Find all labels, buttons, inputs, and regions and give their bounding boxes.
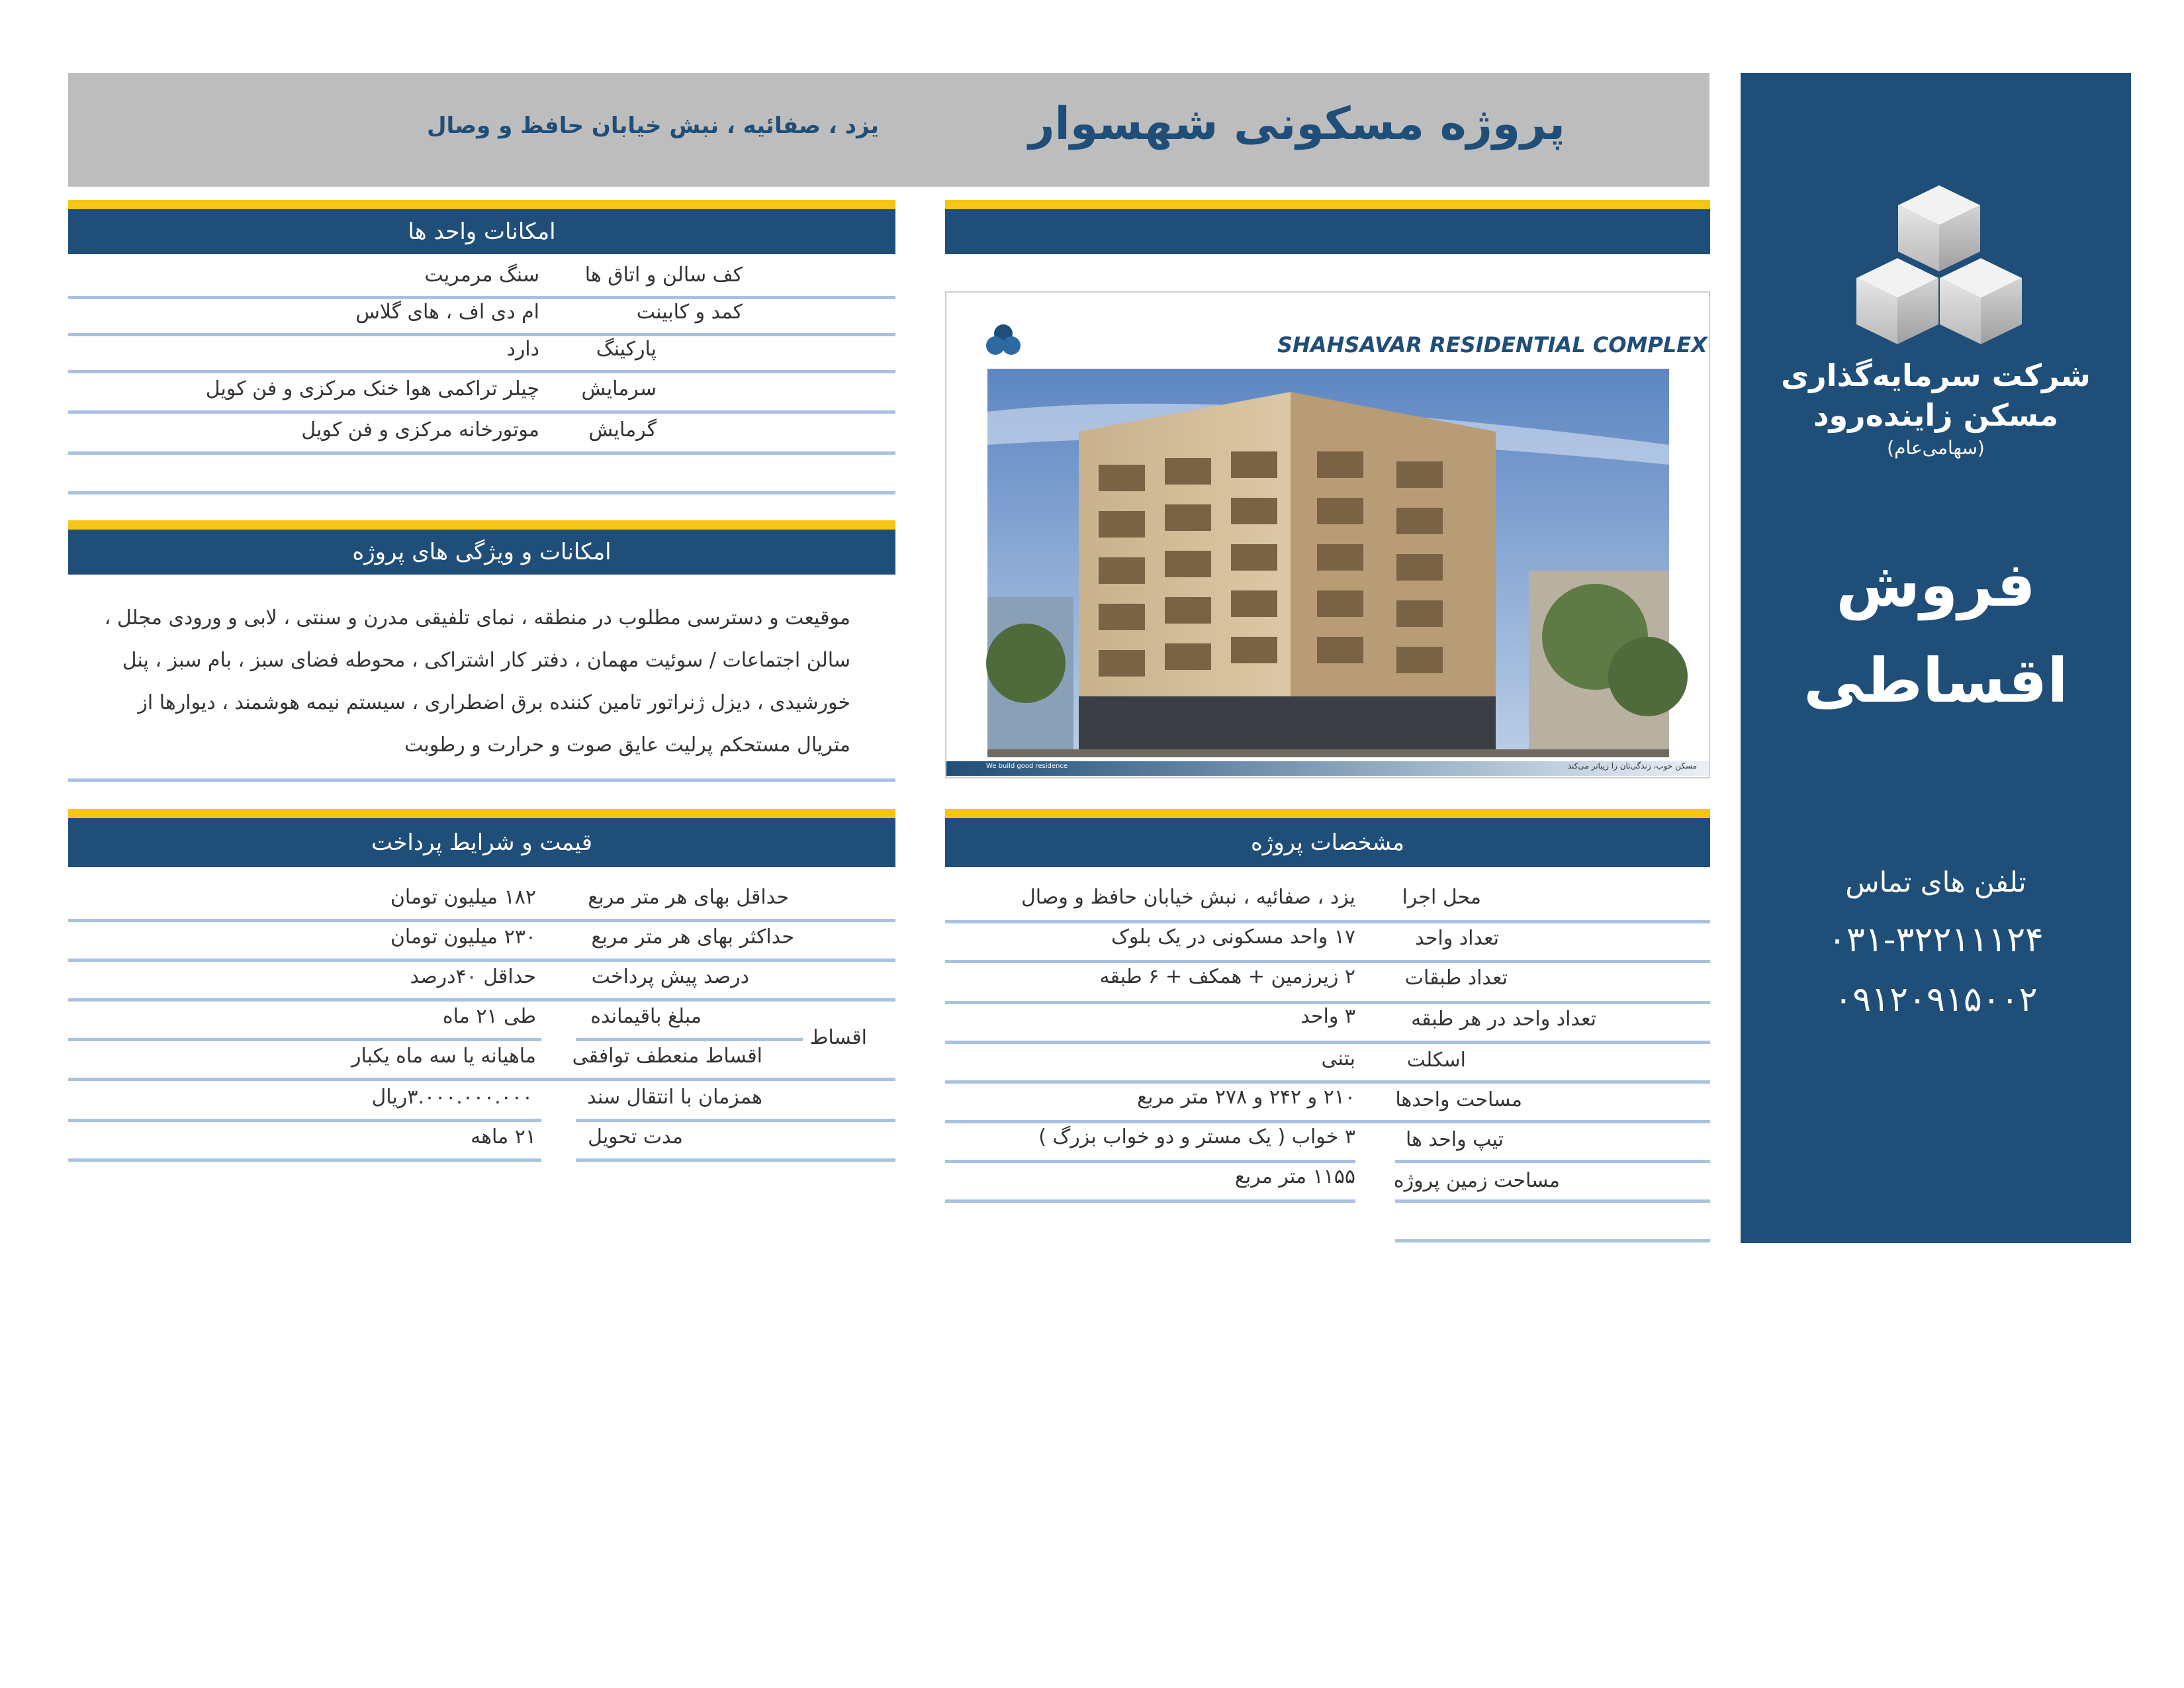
phone-number-2[interactable]: ۰۹۱۲۰۹۱۵۰۰۲ [1834,980,2038,1019]
row-divider [68,1038,541,1041]
row-divider [1395,1199,1710,1203]
unit-feature-value: ام دی اف ، های گلاس [355,301,539,324]
project-features-header [68,520,895,575]
row-divider [68,410,895,414]
spec-label: محل اجرا [1402,886,1481,909]
contact-label: تلفن های تماس [1845,866,2026,898]
unit-feature-label: کمد و کابینت [636,301,743,324]
company-name-line1: شرکت سرمایه‌گذاری [1781,357,2091,393]
row-divider [945,960,1710,963]
spec-label: تعداد واحد در هر طبقه [1411,1008,1596,1031]
pricing-title: قیمت و شرایط پرداخت [371,829,593,856]
pricing-label: مبلغ باقیمانده [590,1005,702,1028]
row-divider [945,920,1710,923]
pricing-label: اقساط منعطف توافقی [572,1045,762,1068]
spec-label: تیپ واحد ها [1405,1128,1504,1151]
spec-label: مساحت واحدها [1395,1088,1522,1111]
spec-value: ۱۷ واحد مسکونی در یک بلوک [1111,925,1355,949]
spec-label: اسکلت [1406,1049,1466,1072]
row-divider [576,1119,895,1122]
row-divider [68,1119,541,1122]
project-address: یزد ، صفائیه ، نبش خیابان حافظ و وصال [427,113,879,139]
pricing-label: حداقل بهای هر متر مربع [588,886,789,909]
spec-value: ۲ زیرزمین + همکف + ۶ طبقه [1099,965,1355,988]
unit-features-header [68,200,895,254]
pricing-header [68,809,895,867]
spec-value: ۳ خواب ( یک مستر و دو خواب بزرگ ) [1038,1125,1355,1149]
pricing-value: ۲۱ ماهه [471,1125,536,1149]
photo-banner-title: SHAHSAVAR RESIDENTIAL COMPLEX [1277,332,1707,357]
row-divider [68,998,895,1002]
unit-feature-label: کف سالن و اتاق ها [584,263,743,287]
row-divider [576,1038,803,1041]
sale-heading-line2: اقساطی [1803,645,2068,716]
page-title: پروژه مسکونی شهسوار [1028,98,1565,150]
pricing-label: درصد پیش پرداخت [591,965,749,988]
pricing-value: ۲۳۰ میلیون تومان [390,925,536,949]
row-divider [68,296,895,299]
pricing-value: ۱۸۲ میلیون تومان [390,886,536,909]
pricing-value: ۳.۰۰۰.۰۰۰.۰۰۰ریال [371,1086,533,1109]
row-divider [945,1120,1710,1123]
row-divider [68,491,895,494]
unit-feature-label: سرمایش [581,377,657,400]
pricing-value: ماهیانه یا سه ماه یکبار [351,1045,536,1068]
photo-header-bar [945,200,1710,254]
row-divider [945,1041,1710,1044]
page-header [68,73,1709,187]
sale-heading-line1: فروش [1836,549,2036,620]
project-features-line: متریال مستحکم پرلیت عایق صوت و حرارت و رطوبت [404,733,850,757]
row-divider [68,1158,541,1162]
building-photo-card [945,291,1710,778]
company-name-line3: (سهامی‌عام) [1887,437,1985,459]
building-photo [946,293,1709,777]
row-divider [945,1001,1710,1004]
unit-feature-label: گرمایش [588,418,657,442]
specs-header [945,809,1710,867]
spec-value: یزد ، صفائیه ، نبش خیابان حافظ و وصال [1021,886,1355,909]
company-name-line2: مسکن زاینده‌رود [1813,397,2059,433]
sidebar [1741,73,2131,1243]
row-divider [68,1078,895,1081]
unit-feature-value: سنگ مرمریت [424,263,539,287]
row-divider [68,370,895,373]
spec-value: بتنی [1321,1047,1355,1070]
spec-label: تعداد طبقات [1404,966,1508,990]
photo-caption-right: مسکن خوب، زندگی‌تان را زیباتر می‌کند [1567,761,1697,771]
photo-caption-left: We build good residence [986,763,1068,770]
phone-number-1[interactable]: ۰۳۱-۳۲۲۱۱۱۲۴ [1828,920,2044,960]
spec-value: ۲۱۰ و ۲۴۲ و ۲۷۸ متر مربع [1137,1086,1355,1109]
row-divider [68,919,895,922]
row-divider [576,1158,895,1162]
row-divider [68,451,895,455]
row-divider [945,1199,1355,1203]
unit-feature-label: پارکینگ [596,338,657,361]
company-cubes-logo-icon [1850,185,2028,357]
project-features-line: موقیعت و دسترسی مطلوب در منطقه ، نمای تلفیقی مدرن و سنتی ، لابی و ورودی مجلل ، [104,606,850,630]
specs-title: مشخصات پروژه [1250,829,1405,856]
pricing-value: حداقل ۴۰درصد [410,965,536,988]
installments-label: اقساط [809,1026,867,1049]
unit-feature-value: دارد [506,338,539,361]
row-divider [1395,1160,1710,1163]
spec-label: مساحت زمین پروژه [1393,1169,1560,1192]
unit-features-title: امکانات واحد ها [408,218,556,245]
project-features-title: امکانات و ویژگی های پروژه [352,539,612,565]
unit-feature-value: چیلر تراکمی هوا خنک مرکزی و فن کویل [205,377,539,400]
unit-feature-value: موتورخانه مرکزی و فن کویل [301,418,539,442]
project-features-line: سالن اجتماعات / سوئیت مهمان ، دفتر کار اشتراکی ، محوطه فضای سبز ، بام سبز ، پنل [122,649,850,672]
spec-value: ۳ واحد [1300,1005,1355,1028]
row-divider [1395,1239,1710,1243]
row-divider [68,959,895,962]
row-divider [945,1080,1710,1084]
spec-label: تعداد واحد [1415,927,1499,950]
spec-value: ۱۱۵۵ متر مربع [1234,1165,1355,1188]
pricing-value: طی ۲۱ ماه [442,1005,536,1028]
pricing-label: همزمان با انتقال سند [587,1086,762,1109]
pricing-label: حداکثر بهای هر متر مربع [591,925,794,949]
pricing-label: مدت تحویل [588,1125,683,1149]
project-features-line: خورشیدی ، دیزل ژنراتور تامین کننده برق اضطراری ، سیستم نیمه هوشمند ، دیوارها از [138,691,850,714]
row-divider [68,778,895,782]
row-divider [945,1160,1355,1163]
row-divider [68,333,895,336]
